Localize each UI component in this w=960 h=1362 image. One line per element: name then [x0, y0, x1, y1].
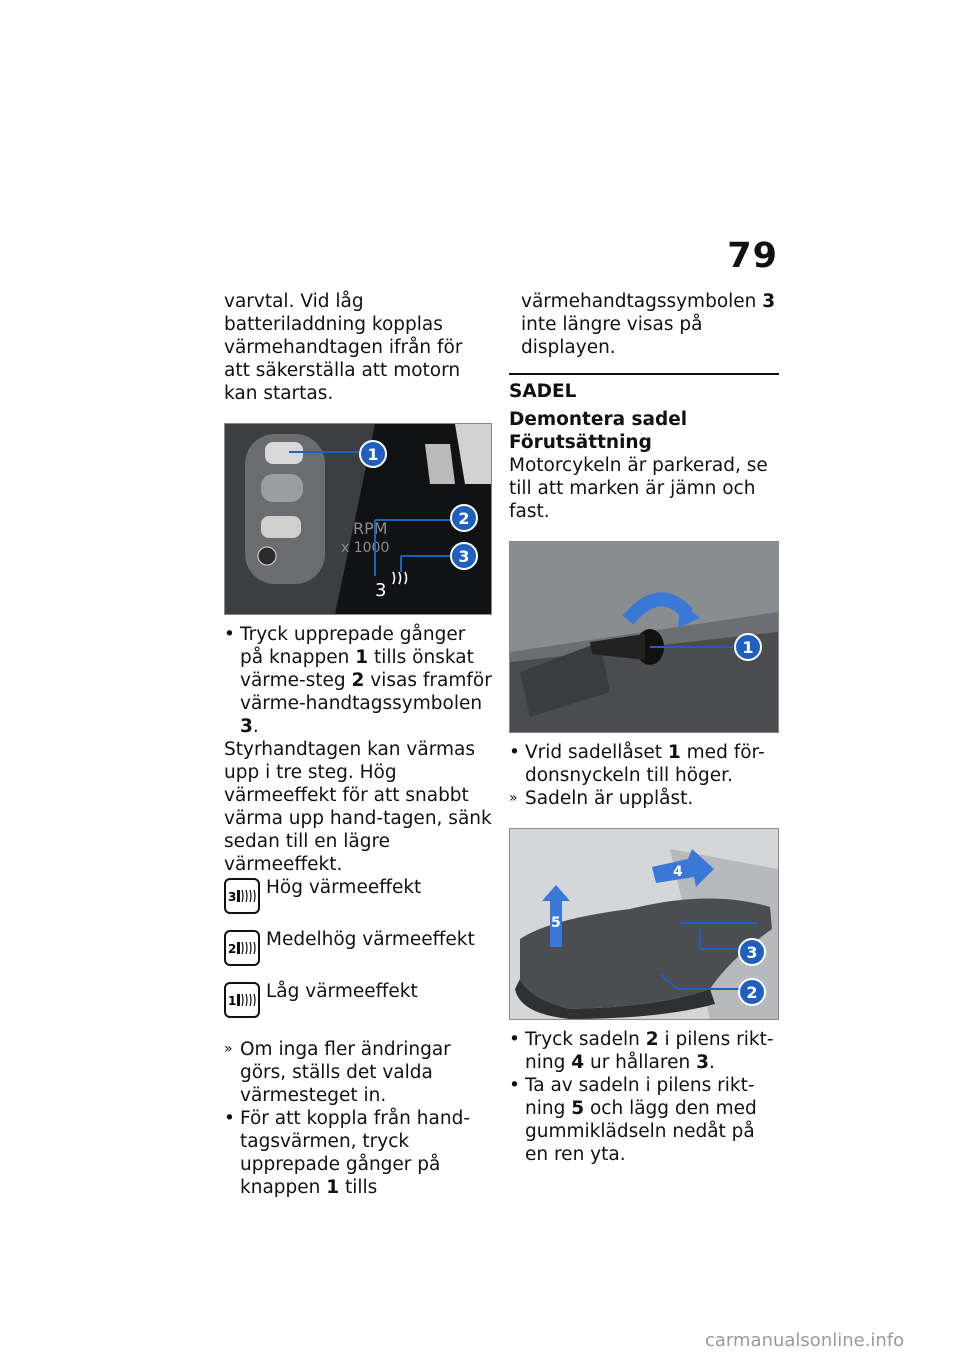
handlebar-switch-figure [224, 423, 492, 615]
seat-lock-figure [509, 541, 779, 733]
bullet-mark: • [224, 624, 235, 645]
step-remove-seat: • Ta av sadeln i pilens rikt-ning 5 och lägg den med gummiklädseln nedåt på en ren yta. [509, 1075, 757, 1165]
svg-text:1: 1 [228, 994, 237, 1008]
heat-level-high [224, 876, 494, 928]
heat-level-list [224, 876, 494, 1038]
svg-text:x 1000: x 1000 [341, 540, 390, 556]
callout-1 [360, 441, 386, 467]
subheading: Demontera sadel [509, 409, 688, 430]
heat-level-medium [224, 928, 494, 980]
seat-lock-illustration [510, 542, 778, 732]
section-title: SADEL [509, 373, 779, 402]
arrow-5-label [551, 915, 561, 931]
svg-text:3: 3 [228, 890, 237, 904]
svg-text:1: 1 [742, 638, 754, 657]
callout-2 [451, 505, 477, 531]
svg-text:3: 3 [375, 580, 387, 601]
svg-text:2: 2 [746, 983, 758, 1002]
heat-level-high-label: Hög värmeeffekt [266, 877, 422, 898]
step-turn-lock: • Vrid sadellåset 1 med för-donsnyckeln till höger. [509, 742, 765, 786]
explain-text: Styrhandtagen kan värmas upp i tre steg. Hög värmeeffekt för att snabbt värma upp hand-tagen, sänk sedan till en lägre värmeeffekt. [224, 739, 492, 875]
bullet-mark: • [509, 1075, 520, 1096]
bullet-mark: • [509, 742, 520, 763]
step-switch-off: • För att koppla från hand-tagsvärmen, tryck upprepade gånger på knappen 1 tills [224, 1108, 470, 1198]
intro-text: varvtal. Vid låg batteriladdning kopplas värmehandtagen ifrån för att säkerställa att motorn kan startas. [224, 291, 463, 404]
page-number: 79 [727, 236, 778, 276]
svg-text:2: 2 [228, 942, 237, 956]
callout-3 [739, 939, 765, 965]
prereq-heading: Förutsättning [509, 432, 652, 453]
heat-level-3-icon [224, 878, 260, 914]
svg-text:4: 4 [673, 864, 683, 880]
svg-text:2: 2 [458, 509, 470, 528]
svg-text:3: 3 [458, 547, 470, 566]
seat-removal-illustration [510, 829, 778, 1019]
prereq-text: Motorcykeln är parkerad, se till att marken är jämn och fast. [509, 455, 768, 522]
handlebar-switch-illustration [225, 424, 491, 614]
bullet-mark: • [224, 1108, 235, 1129]
result-level-set: » Om inga fler ändringar görs, ställs det valda värmesteget in. [224, 1039, 451, 1106]
watermark: carmanualsonline.info [705, 1330, 905, 1351]
svg-text:1: 1 [367, 445, 379, 464]
heat-level-low [224, 980, 494, 1038]
right-column [509, 290, 779, 1166]
svg-text:5: 5 [551, 915, 561, 931]
heat-level-1-icon [224, 982, 260, 1018]
seat-removal-figure [509, 828, 779, 1020]
heat-level-low-label: Låg värmeeffekt [266, 981, 418, 1002]
bullet-mark: • [509, 1029, 520, 1050]
left-column [224, 290, 494, 1199]
result-mark: » [224, 1041, 233, 1057]
arrow-4-label [673, 864, 683, 880]
heat-level-2-icon [224, 930, 260, 966]
heat-level-medium-label: Medelhög värmeeffekt [266, 929, 475, 950]
result-mark: » [509, 790, 518, 806]
step-press-button: • Tryck upprepade gånger på knappen 1 tills önskat värme-steg 2 visas framför värme-handtagssymbolen 3. [224, 624, 492, 737]
step-push-seat: • Tryck sadeln 2 i pilens rikt-ning 4 ur hållaren 3. [509, 1029, 774, 1073]
callout-1 [735, 634, 761, 660]
svg-text:3: 3 [746, 943, 758, 962]
callout-2 [739, 979, 765, 1005]
svg-text:RPM: RPM [353, 519, 388, 538]
result-unlocked: » Sadeln är upplåst. [509, 788, 694, 809]
callout-3 [451, 543, 477, 569]
continued-text: värmehandtagssymbolen 3 inte längre visas på displayen. [521, 291, 776, 358]
